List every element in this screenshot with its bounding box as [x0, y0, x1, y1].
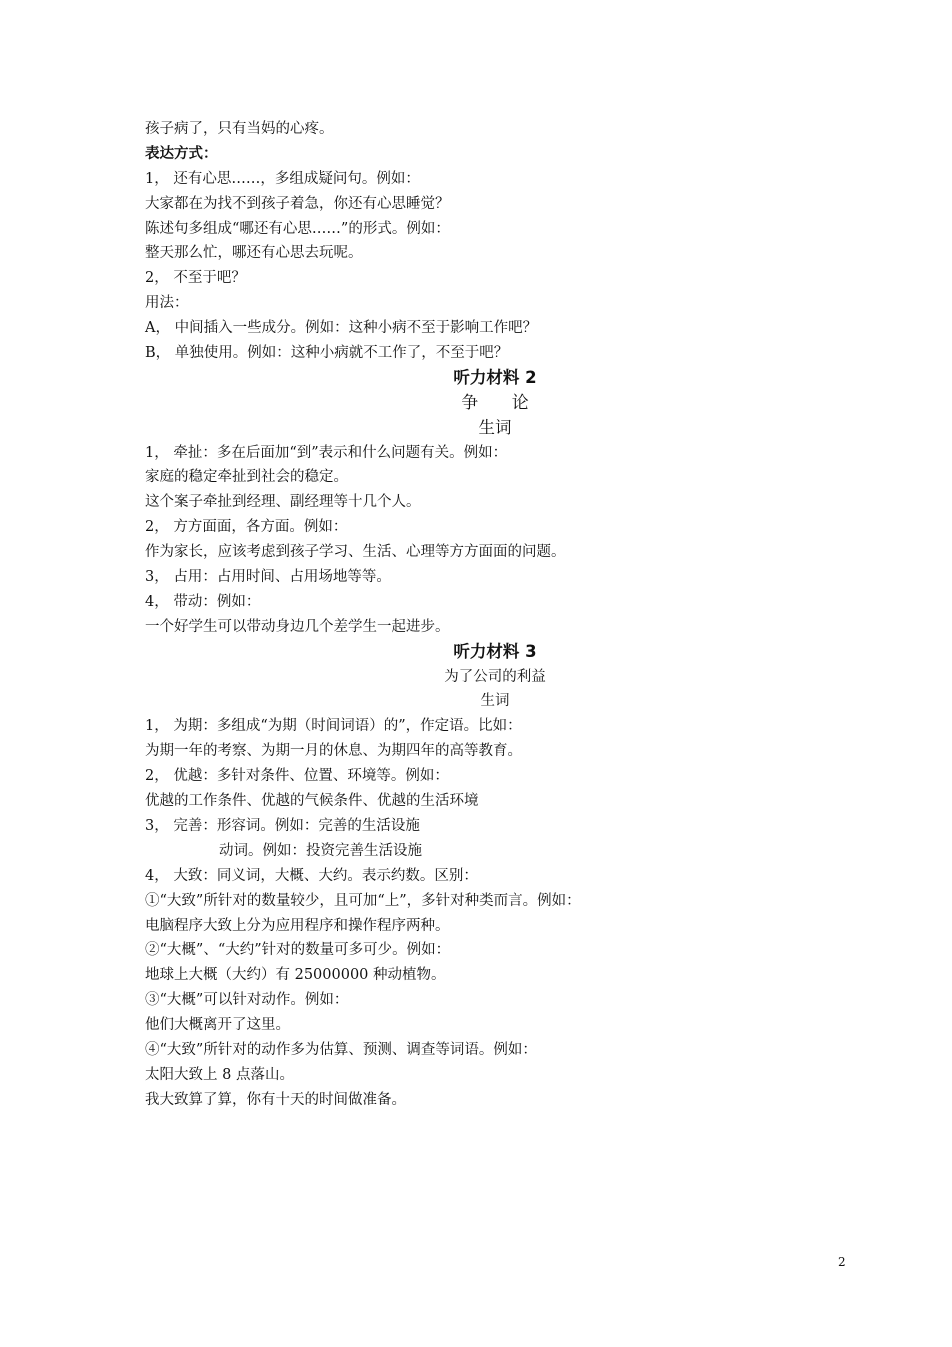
text-line: A， 中间插入一些成分。例如：这种小病不至于影响工作吧？ [145, 320, 538, 337]
text-line: ③“大概”可以针对动作。例如： [145, 992, 349, 1009]
text-line: 太阳大致上 8 点落山。 [145, 1066, 294, 1083]
section-label-expressions: 表达方式： [145, 145, 218, 162]
text-line: ②“大概”、“大约”针对的数量可多可少。例如： [145, 942, 451, 959]
text-line: 用法： [145, 295, 189, 312]
text-line: 整天那么忙，哪还有心思去玩呢。 [145, 245, 363, 262]
text-line: 为期一年的考察、为期一月的休息、为期四年的高等教育。 [145, 743, 522, 760]
text-line: 他们大概离开了这里。 [145, 1017, 290, 1034]
text-line: 优越的工作条件、优越的气候条件、优越的生活环境 [145, 793, 479, 810]
text-line: 家庭的稳定牵扯到社会的稳定。 [145, 469, 348, 486]
text-line: 4， 带动：例如： [145, 593, 261, 610]
text-line: 孩子病了，只有当妈的心疼。 [145, 121, 334, 137]
text-line: 这个案子牵扯到经理、副经理等十几个人。 [145, 494, 421, 511]
text-line-indented: 动词。例如：投资完善生活设施 [219, 842, 422, 859]
text-line: 大家都在为找不到孩子着急，你还有心思睡觉？ [145, 195, 450, 212]
text-line: 电脑程序大致上分为应用程序和操作程序两种。 [145, 917, 450, 934]
text-line: 3， 占用：占用时间、占用场地等等。 [145, 569, 391, 586]
text-line: 一个好学生可以带动身边几个差学生一起进步。 [145, 618, 450, 635]
text-line: 陈述句多组成“哪还有心思……”的形式。例如： [145, 220, 450, 237]
text-line: 2， 方方面面，各方面。例如： [145, 519, 348, 536]
subtitle-vocabulary: 生词 [478, 417, 512, 437]
subtitle-company-interest: 为了公司的利益 [444, 668, 546, 685]
text-line: 2， 不至于吧？ [145, 270, 246, 287]
document-body [145, 117, 845, 1113]
text-line: ①“大致”所针对的数量较少，且可加“上”，多针对种类而言。例如： [145, 892, 581, 909]
text-line: 2， 优越：多针对条件、位置、环境等。例如： [145, 768, 449, 785]
text-line: 1， 为期：多组成“为期（时间词语）的”，作定语。比如： [145, 718, 522, 735]
subtitle-dispute: 争 论 [461, 392, 543, 413]
text-line: 3， 完善：形容词。例如：完善的生活设施 [145, 817, 420, 834]
text-line: 作为家长，应该考虑到孩子学习、生活、心理等方方面面的问题。 [145, 544, 566, 561]
text-line: 1， 牵扯：多在后面加“到”表示和什么问题有关。例如： [145, 444, 508, 461]
subtitle-vocabulary: 生词 [480, 693, 510, 710]
text-line: ④“大致”所针对的动作多为估算、预测、调查等词语。例如： [145, 1041, 537, 1058]
text-line: 1， 还有心思……，多组成疑问句。例如： [145, 170, 420, 187]
heading-listening-material-3: 听力材料 3 [453, 641, 537, 661]
text-line: 我大致算了算，你有十天的时间做准备。 [145, 1091, 406, 1108]
text-line: 地球上大概（大约）有 25000000 种动植物。 [145, 967, 446, 984]
text-line: B， 单独使用。例如：这种小病就不工作了，不至于吧？ [145, 345, 509, 362]
heading-listening-material-2: 听力材料 2 [453, 367, 537, 387]
text-line: 4， 大致：同义词，大概、大约。表示约数。区别： [145, 867, 478, 884]
page-number: 2 [838, 1255, 846, 1269]
